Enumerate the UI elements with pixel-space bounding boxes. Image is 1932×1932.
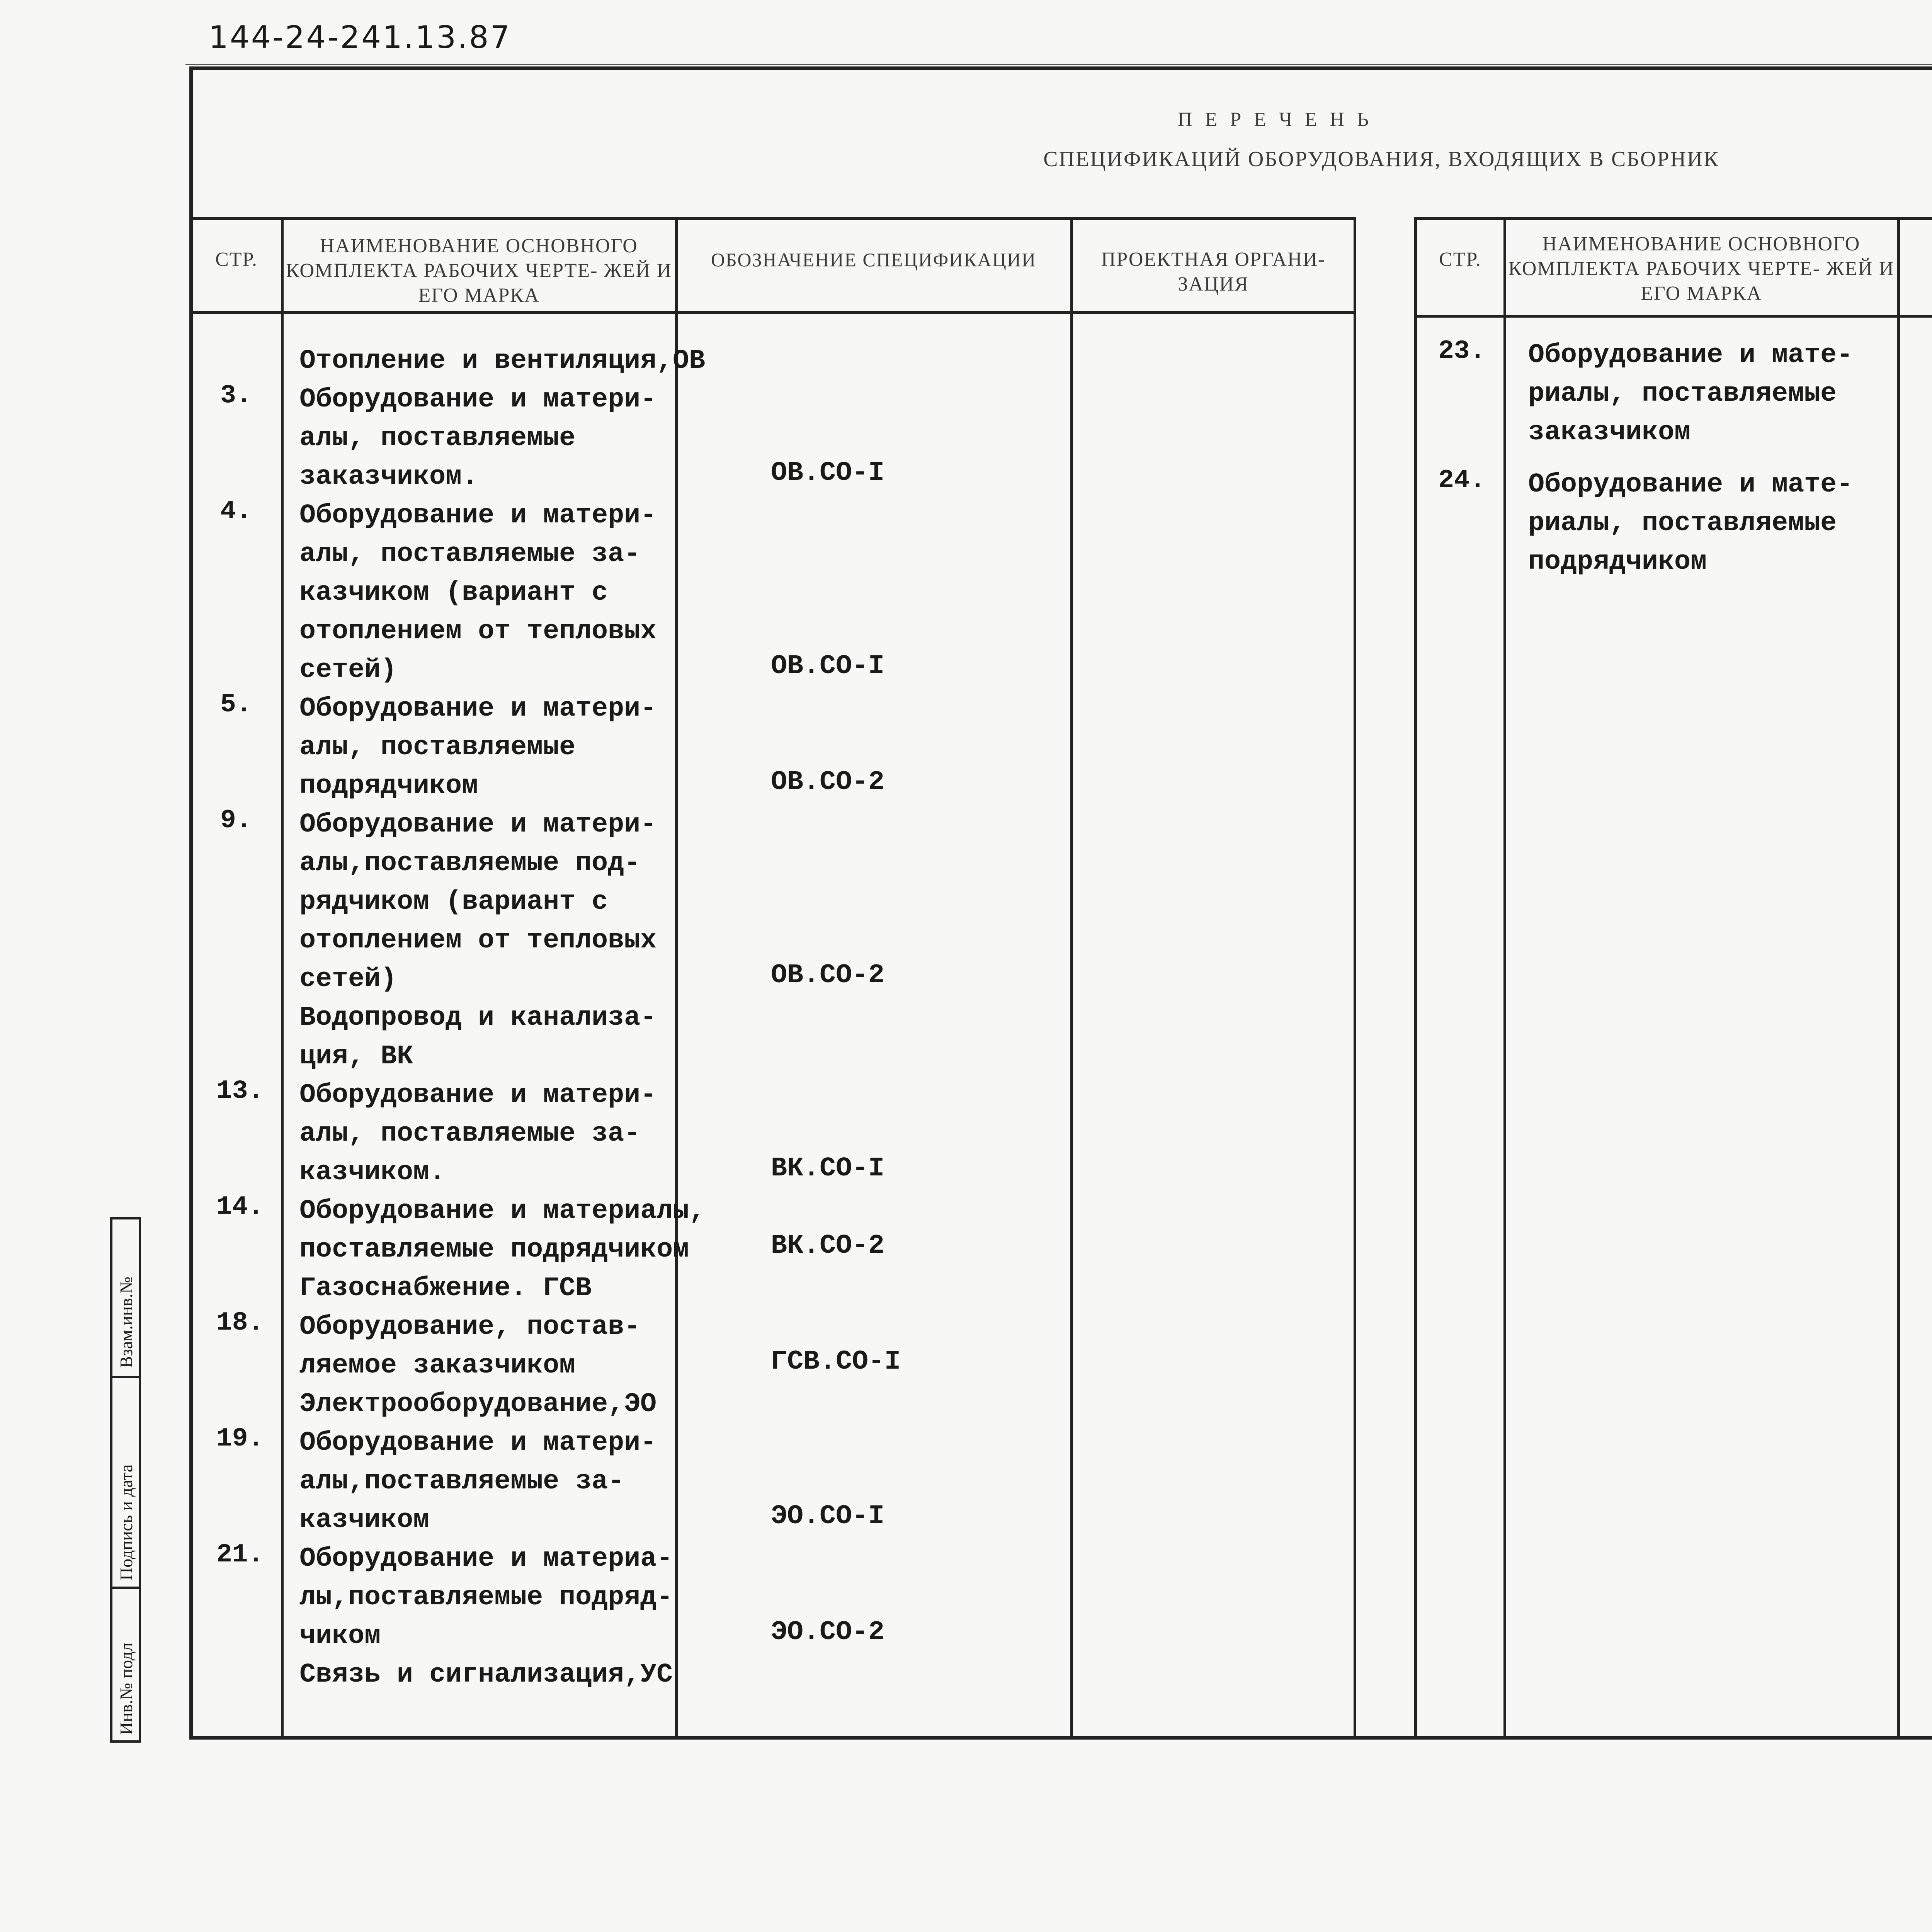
left-table-header-rule [189, 311, 1356, 314]
row-spec: ЭО.СО-I [771, 1501, 885, 1532]
row-name-line: Оборудование и матери- [299, 500, 657, 531]
row-name-line: Связь и сигнализация,УС [299, 1660, 673, 1690]
row-name-line: ция, ВК [299, 1041, 413, 1072]
right-header-name: НАИМЕНОВАНИЕ ОСНОВНОГО КОМПЛЕКТА РАБОЧИХ ЧЕРТЕ- ЖЕЙ И ЕГО МАРКА [1508, 233, 1895, 304]
row-name-line: заказчиком. [299, 462, 478, 492]
row-name-line: Электрооборудование,ЭО [299, 1389, 657, 1420]
row-name-line: Оборудование и мате- [1528, 469, 1853, 500]
row-page: 18. [216, 1308, 264, 1338]
row-page: 24. [1438, 466, 1486, 495]
row-page: 9. [220, 806, 252, 835]
row-name-line: сетей) [299, 964, 397, 995]
side-label-replace: Взам.инв.№ [116, 1276, 136, 1368]
document-number: 144-24-241.13.87 [209, 19, 512, 55]
row-spec: ОВ.СО-2 [771, 767, 885, 798]
row-name-line: Оборудование и материалы, [299, 1196, 706, 1226]
side-label-sign: Подпись и дата [116, 1464, 136, 1580]
row-name-line: сетей) [299, 655, 397, 685]
left-header-spec: ОБОЗНАЧЕНИЕ СПЕЦИФИКАЦИИ [711, 249, 1037, 270]
row-name-line: поставляемые подрядчиком [299, 1235, 689, 1265]
row-name-line: ляемое заказчиком [299, 1350, 576, 1381]
row-name-line: Оборудование и матери- [299, 384, 657, 415]
row-name-line: риалы, поставляемые [1528, 508, 1837, 539]
row-name-line: алы, поставляемые [299, 732, 576, 763]
side-label-inv: Инв.№ подл [116, 1642, 136, 1735]
row-spec: ВК.СО-2 [771, 1231, 885, 1261]
row-name-line: алы,поставляемые за- [299, 1466, 624, 1497]
row-name-line: Газоснабжение. ГСВ [299, 1273, 592, 1304]
row-spec: ОВ.СО-2 [771, 960, 885, 991]
row-name-line: Оборудование и матери- [299, 694, 657, 724]
right-table-header-rule [1414, 315, 1932, 318]
row-page: 23. [1438, 336, 1486, 366]
row-name-line: казчиком (вариант с [299, 578, 608, 608]
row-name-line: Отопление и вентиляция,ОВ [299, 346, 706, 376]
row-name-line: рядчиком (вариант с [299, 887, 608, 917]
row-page: 5. [220, 690, 252, 719]
row-page: 21. [216, 1540, 264, 1570]
row-spec: ГСВ.СО-I [771, 1347, 901, 1377]
row-name-line: Оборудование, постав- [299, 1312, 641, 1342]
row-name-line: казчиком. [299, 1157, 446, 1188]
page-title: П Е Р Е Ч Е Н Ь [1178, 109, 1372, 131]
row-name-line: Оборудование и матери- [299, 1428, 657, 1458]
page-subtitle: СПЕЦИФИКАЦИЙ ОБОРУДОВАНИЯ, ВХОДЯЩИХ В СБОРНИК [1043, 147, 1719, 171]
row-name-line: чиком [299, 1621, 381, 1651]
row-name-line: Водопровод и канализа- [299, 1003, 657, 1033]
row-name-line: Оборудование и матери- [299, 810, 657, 840]
row-name-line: Оборудование и мате- [1528, 340, 1853, 371]
row-name-line: риалы, поставляемые [1528, 379, 1837, 409]
row-spec: ОВ.СО-I [771, 651, 885, 682]
row-name-line: алы, поставляемые [299, 423, 576, 454]
row-page: 13. [216, 1076, 264, 1106]
right-header-spec [1900, 251, 1932, 276]
row-name-line: заказчиком [1528, 417, 1691, 448]
top-rule [185, 64, 1932, 65]
row-name-line: подрядчиком [299, 771, 478, 801]
row-page: 14. [216, 1192, 264, 1222]
side-stamp-divider [112, 1376, 141, 1378]
row-name-line: Оборудование и матери- [299, 1080, 657, 1111]
row-name-line: отоплением от тепловых [299, 616, 657, 647]
row-name-line: Оборудование и материа- [299, 1544, 673, 1574]
row-spec: ОВ.СО-I [771, 458, 885, 488]
row-name-line: алы, поставляемые за- [299, 1119, 641, 1149]
row-name-line: алы,поставляемые под- [299, 848, 641, 879]
left-header-org: ПРОЕКТНАЯ ОРГАНИ- ЗАЦИЯ [1101, 248, 1326, 295]
row-name-line: алы, поставляемые за- [299, 539, 641, 570]
left-table-top-rule [189, 217, 1356, 220]
left-header-page: СТР. [215, 248, 258, 270]
row-name-line: отоплением от тепловых [299, 925, 657, 956]
row-spec: ВК.СО-I [771, 1153, 885, 1184]
row-name-line: подрядчиком [1528, 547, 1707, 577]
left-header-name: НАИМЕНОВАНИЕ ОСНОВНОГО КОМПЛЕКТА РАБОЧИХ ЧЕРТЕ- ЖЕЙ И ЕГО МАРКА [286, 235, 672, 306]
right-table-body [1414, 336, 1932, 1727]
row-page: 3. [220, 381, 252, 410]
right-header-page: СТР. [1439, 248, 1481, 270]
side-stamp-divider [112, 1587, 141, 1589]
right-table-top-rule [1414, 217, 1932, 220]
left-table-body [189, 342, 1356, 1733]
row-spec: ЭО.СО-2 [771, 1617, 885, 1648]
row-page: 4. [220, 497, 252, 526]
row-name-line: лы,поставляемые подряд- [299, 1582, 673, 1613]
row-page: 19. [216, 1424, 264, 1454]
row-name-line: казчиком [299, 1505, 430, 1536]
